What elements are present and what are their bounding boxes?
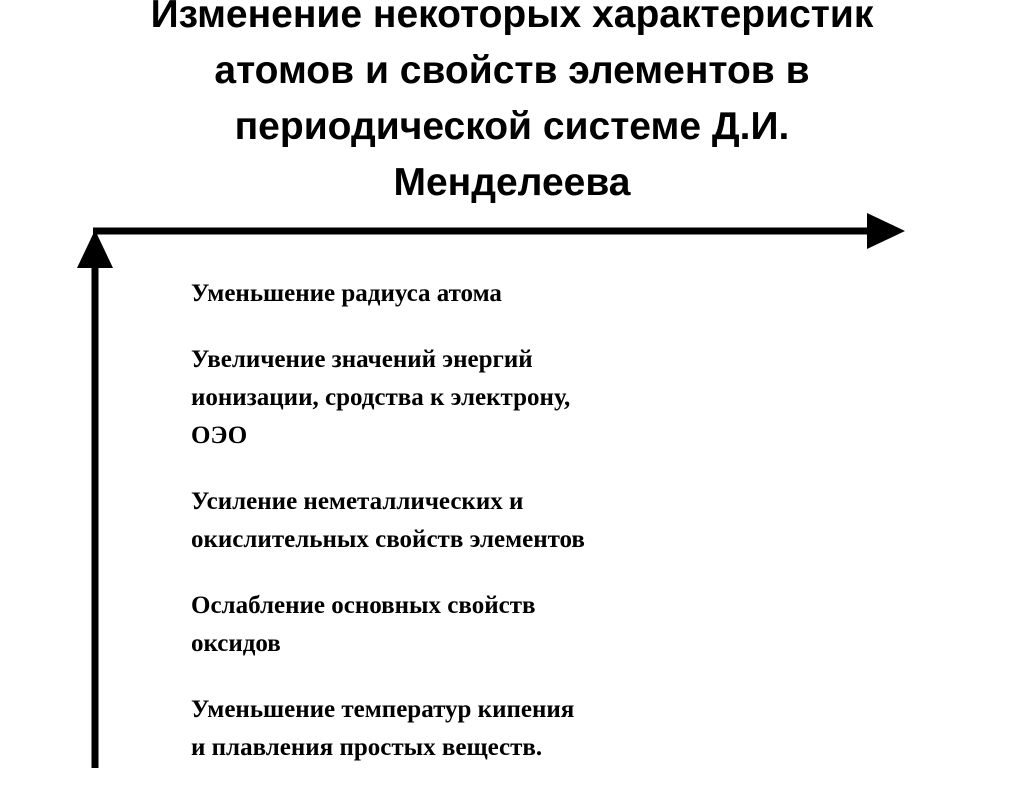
trend-text-line: окислительных свойств элементов [191,526,585,553]
trend-item-basic-oxides [191,587,791,663]
trend-item-nonmetallic-properties [191,483,791,559]
trend-text-line: Уменьшение радиуса атома [191,280,502,307]
trend-item-boiling-melting-points [191,691,791,767]
trend-item-atomic-radius [191,275,791,313]
trend-text-line: ионизации, сродства к электрону, [191,384,571,411]
trend-text-line: Усиление неметаллических и [191,488,524,515]
title-line: атомов и свойств элементов в [214,49,810,92]
vertical-arrowhead-up [77,230,113,268]
trend-text-line: Уменьшение температур кипения [191,696,575,723]
trend-item-ionization-energy [191,341,791,455]
horizontal-arrowhead-right [867,213,905,249]
trend-text-line: ОЭО [191,422,248,449]
trend-text-line: Ослабление основных свойств [191,592,536,619]
title-line: Изменение некоторых характеристик [150,0,874,36]
trend-text-line: Увеличение значений энергий [191,346,533,373]
trend-text-line: оксидов [191,630,281,657]
property-trend-list [191,275,791,795]
trend-text-line: и плавления простых веществ. [191,734,543,761]
title-line: периодической системе Д.И. [234,105,790,148]
title-line: Менделеева [393,161,631,204]
